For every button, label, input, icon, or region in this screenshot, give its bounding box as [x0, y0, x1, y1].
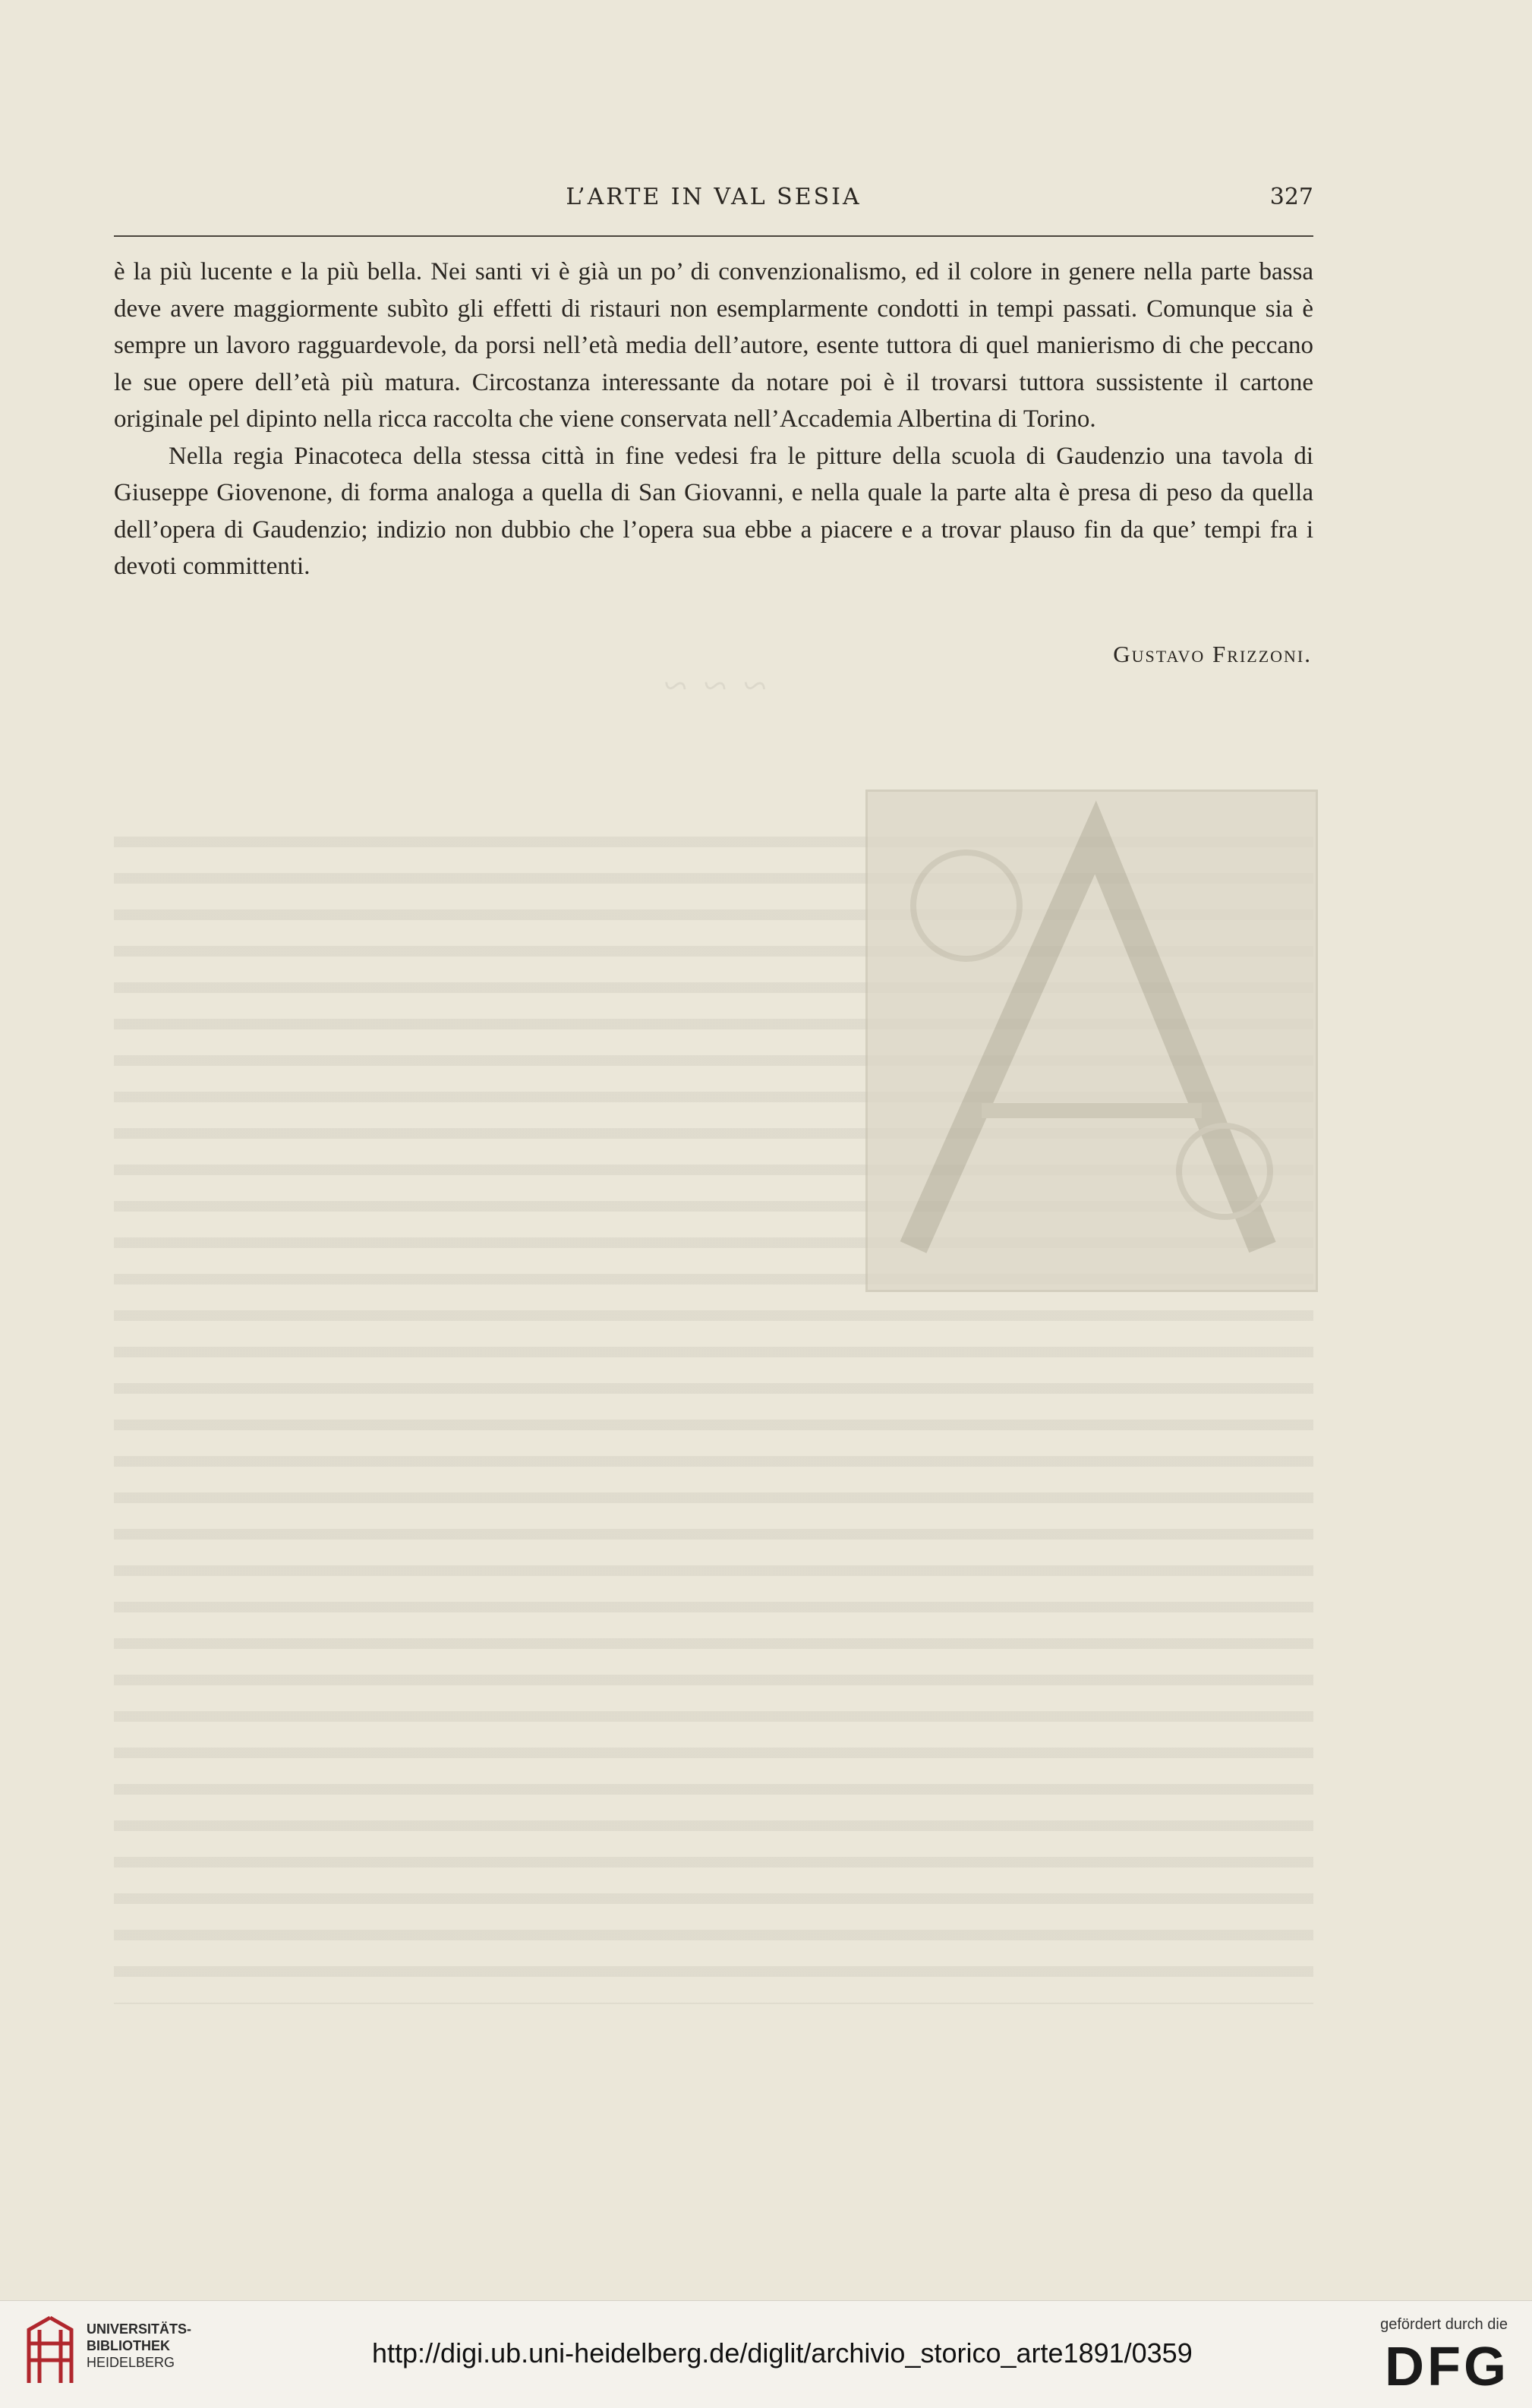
paragraph-2: Nella regia Pinacoteca della stessa città in fine vedesi fra le pitture della scuola di Gaudenzio una tavola di Giuseppe Giovenone, di forma analoga a quella di San Giovanni, e nella quale la parte alta è presa di peso da quella dell’opera di Gaudenzio; indizio non dubbio che l’opera sua ebbe a piacere e a trovar plauso fin da que’ tempi fra i devoti committenti. [114, 442, 1313, 580]
author-signature: Gustavo Frizzoni. [1113, 641, 1312, 667]
library-name-line-1: UNIVERSITÄTS- [87, 2321, 192, 2337]
paragraph-1: è la più lucente e la più bella. Nei santi vi è già un po’ di convenzionalismo, ed il colore in genere nella parte bassa deve avere maggiormente subìto gli effetti di ristauri non esemplarmente condotti in tempi passati. Comunque sia è sempre un lavoro ragguardevole, da porsi nell’età media dell’autore, esente tuttora di quel manierismo di che peccano le sue opere dell’età più matura. Circostanza interessante da notare poi è il trovarsi tuttora sussistente il cartone originale pel dipinto nella ricca raccolta che viene conservata nell’Accademia Albertina di Torino. [114, 258, 1313, 433]
page-number: 327 [1269, 184, 1313, 210]
permalink-url[interactable]: http://digi.ub.uni-heidelberg.de/diglit/archivio_storico_arte1891/0359 [372, 2337, 1193, 2369]
bleed-through-heading: ~ ~ ~ [660, 663, 767, 710]
running-head [114, 182, 1313, 213]
header-rule [114, 235, 1313, 237]
digitization-footer [0, 2300, 1532, 2408]
university-library-logo-icon[interactable] [20, 2313, 80, 2389]
dfg-logo[interactable]: DFG [1385, 2337, 1509, 2397]
library-name-line-3: HEIDELBERG [87, 2355, 175, 2370]
running-title: L’ARTE IN VAL SESIA [566, 184, 862, 210]
body-text [114, 254, 1313, 585]
ornamental-initial-icon [868, 792, 1316, 1290]
library-name-line-2: BIBLIOTHEK [87, 2338, 170, 2353]
bleed-through-initial-plate [865, 790, 1318, 1292]
university-library-name [87, 2321, 216, 2371]
funding-caption: gefördert durch die [1380, 2316, 1508, 2333]
